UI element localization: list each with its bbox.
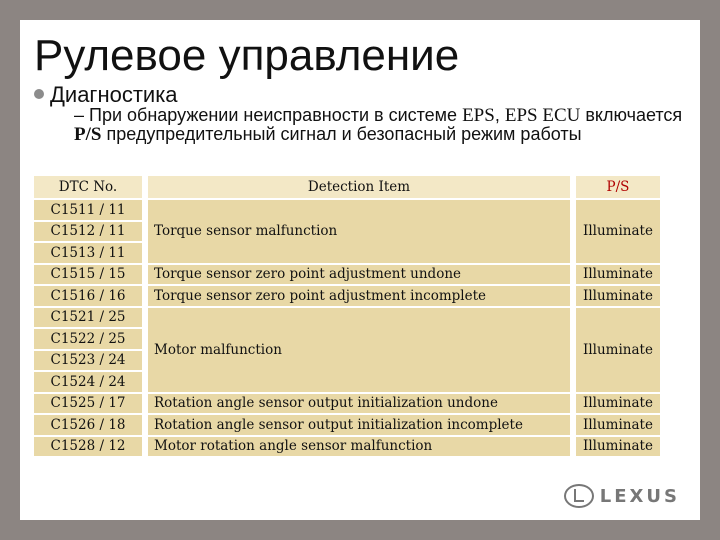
bullet-level1-text: Диагностика [50, 82, 178, 107]
bullet2-eps: EPS [462, 105, 495, 126]
dtc-cell: C1511 / 11 [33, 199, 143, 221]
ps-cell: Illuminate [575, 285, 661, 307]
bullet2-text-2: , [494, 105, 505, 125]
header-detection-item: Detection Item [147, 175, 571, 199]
header-dtc: DTC No. [33, 175, 143, 199]
dtc-cell: C1516 / 16 [33, 285, 143, 307]
table-row [33, 393, 661, 415]
bullet2-ps: P/S [74, 124, 102, 145]
dtc-cell: C1512 / 11 [33, 221, 143, 243]
dtc-cell: C1522 / 25 [33, 328, 143, 350]
ps-cell: Illuminate [575, 307, 661, 393]
ps-cell: Illuminate [575, 199, 661, 264]
page-title: Рулевое управление [34, 31, 460, 80]
lexus-logo-icon [564, 484, 594, 508]
detection-item-cell: Rotation angle sensor output initialization undone [147, 393, 571, 415]
dtc-cell: C1523 / 24 [33, 350, 143, 372]
bullet2-text-1: При обнаружении неисправности в системе [89, 105, 463, 125]
ps-cell: Illuminate [575, 264, 661, 286]
header-ps: P/S [575, 175, 661, 199]
dtc-cell: C1524 / 24 [33, 371, 143, 393]
bullet-dot-icon [34, 89, 44, 99]
detection-item-cell: Torque sensor zero point adjustment undone [147, 264, 571, 286]
lexus-logo [564, 484, 680, 508]
lexus-logo-text: LEXUS [599, 485, 680, 507]
table-row [33, 285, 661, 307]
bullet2-text-4: предупредительный сигнал и безопасный режим работы [101, 124, 582, 144]
dtc-cell: C1525 / 17 [33, 393, 143, 415]
slide [20, 20, 700, 520]
bullet-level2 [74, 106, 684, 144]
detection-item-cell: Torque sensor malfunction [147, 199, 571, 264]
bullet2-text-3: включается [580, 105, 683, 125]
detection-item-cell: Rotation angle sensor output initialization incomplete [147, 414, 571, 436]
table-row [33, 436, 661, 458]
table-row [33, 414, 661, 436]
ps-cell: Illuminate [575, 436, 661, 458]
table-row [33, 199, 661, 221]
dtc-table [32, 174, 662, 458]
dtc-cell: C1515 / 15 [33, 264, 143, 286]
table-row [33, 307, 661, 329]
dtc-cell: C1528 / 12 [33, 436, 143, 458]
dtc-cell: C1521 / 25 [33, 307, 143, 329]
ps-cell: Illuminate [575, 414, 661, 436]
table-header-row [33, 175, 661, 199]
table-row [33, 264, 661, 286]
bullet2-ecu: EPS ECU [504, 105, 581, 126]
dtc-cell: C1513 / 11 [33, 242, 143, 264]
detection-item-cell: Motor malfunction [147, 307, 571, 393]
dtc-cell: C1526 / 18 [33, 414, 143, 436]
ps-cell: Illuminate [575, 393, 661, 415]
detection-item-cell: Motor rotation angle sensor malfunction [147, 436, 571, 458]
detection-item-cell: Torque sensor zero point adjustment incomplete [147, 285, 571, 307]
dash: – [74, 105, 85, 125]
